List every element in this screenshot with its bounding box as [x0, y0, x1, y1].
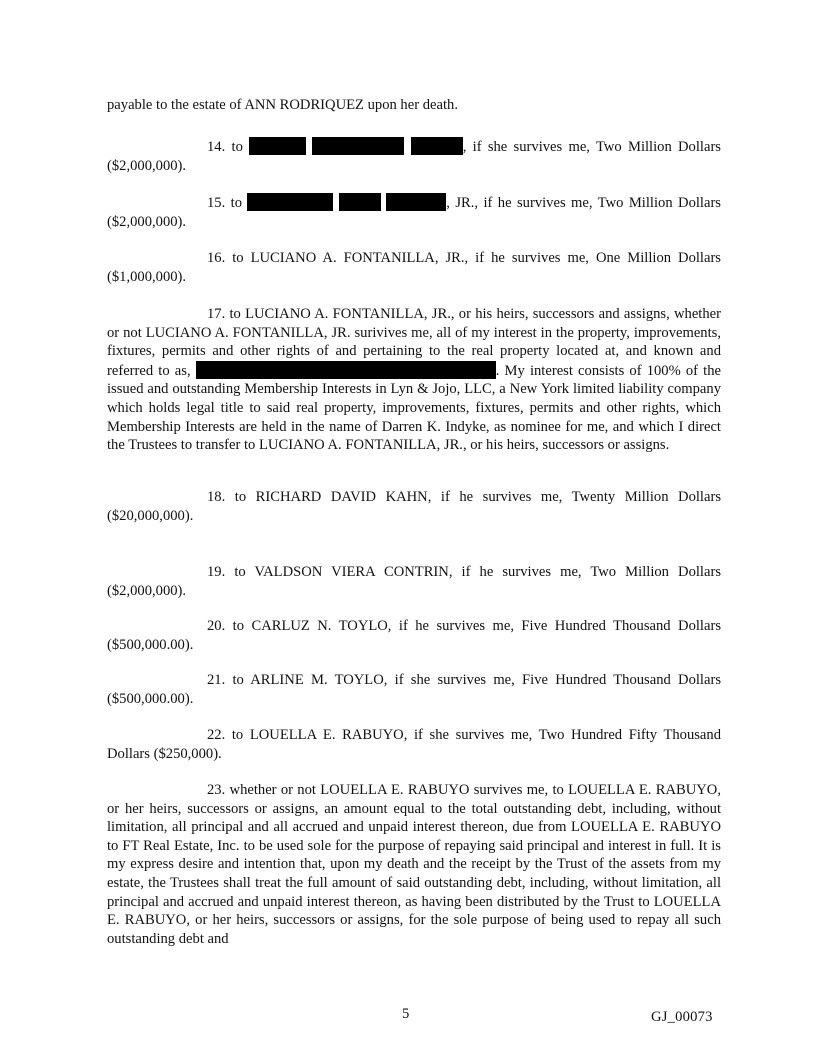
redaction-box — [411, 137, 463, 155]
paragraph-text: 15. to — [207, 195, 243, 211]
paragraph-text: 14. to — [207, 139, 243, 155]
document-id: GJ_00073 — [651, 1009, 713, 1025]
redaction-box — [247, 193, 333, 211]
paragraph-text: 23. whether or not LOUELLA E. RABUYO survives me, to LOUELLA E. RABUYO, or her heirs, successors or assigns, an amount equal to the total outstanding debt, including, without limitation, all principal and all accrued and unpaid interest thereon, due from LOUELLA E. RABUYO to FT Real Estate, Inc. to be used sole for the purpose of repaying said principal and interest in full. It is my express desire and intention that, upon my death and the receipt by the Trust of the assets from my estate, the Trustees shall treat the full amount of said outstanding debt, including, without limitation, all principal and accrued and unpaid interest thereon, as having been distributed by the Trust to LOUELLA E. RABUYO, or her heirs, successors or assigns, for the sole purpose of being used to repay all such outstanding debt and — [107, 782, 721, 947]
paragraph-22 — [107, 726, 721, 763]
paragraph-19 — [107, 563, 721, 600]
paragraph-text: 18. to RICHARD DAVID KAHN, if he survives me, Twenty Million Dollars ($20,000,000). — [107, 489, 721, 524]
paragraph-text: 17. to LUCIANO A. FONTANILLA, JR., or his heirs, successors and assigns, whether or not LUCIANO A. FONTANILLA, JR. surivives me, all of my interest in the property, improvements, fixtures, permits and other rights of and pertaining to the real property located at, and known and referred to as, — [107, 306, 721, 379]
paragraph-14 — [107, 137, 721, 175]
paragraph-text: 21. to ARLINE M. TOYLO, if she survives me, Five Hundred Thousand Dollars ($500,000.00). — [107, 672, 721, 707]
paragraph-20 — [107, 617, 721, 654]
redaction-box — [196, 361, 496, 379]
redaction-box — [249, 137, 306, 155]
paragraph-17 — [107, 305, 721, 455]
redaction-box — [386, 193, 446, 211]
paragraph-16 — [107, 249, 721, 286]
redaction-box — [312, 137, 404, 155]
paragraph-text: , JR., if he survives me, Two Million Dollars ($2,000,000). — [107, 195, 721, 230]
redaction-box — [339, 193, 381, 211]
paragraph-continuation — [107, 96, 721, 115]
paragraph-text: 20. to CARLUZ N. TOYLO, if he survives me, Five Hundred Thousand Dollars ($500,000.00). — [107, 618, 721, 653]
paragraph-text: . My interest consists of 100% of the issued and outstanding Membership Interests in Lyn & Jojo, LLC, a New York limited liability company which holds legal title to said real property, improvements, fixtures, permits and other rights, which Membership Interests are held in the name of Darren K. Indyke, as nominee for me, and which I direct the Trustees to transfer to LUCIANO A. FONTANILLA, JR., or his heirs, successors or assigns. — [107, 362, 721, 454]
paragraph-23 — [107, 781, 721, 948]
paragraph-text: , if she survives me, Two Million Dollars ($2,000,000). — [107, 139, 721, 174]
paragraph-15 — [107, 193, 721, 231]
paragraph-text: 19. to VALDSON VIERA CONTRIN, if he survives me, Two Million Dollars ($2,000,000). — [107, 564, 721, 599]
paragraph-text: 22. to LOUELLA E. RABUYO, if she survives me, Two Hundred Fifty Thousand Dollars ($250,000). — [107, 727, 721, 762]
page-number: 5 — [402, 1006, 410, 1022]
paragraph-21 — [107, 671, 721, 708]
paragraph-18 — [107, 488, 721, 525]
paragraph-text: 16. to LUCIANO A. FONTANILLA, JR., if he survives me, One Million Dollars ($1,000,000). — [107, 250, 721, 285]
paragraph-text: payable to the estate of ANN RODRIQUEZ upon her death. — [107, 97, 458, 113]
